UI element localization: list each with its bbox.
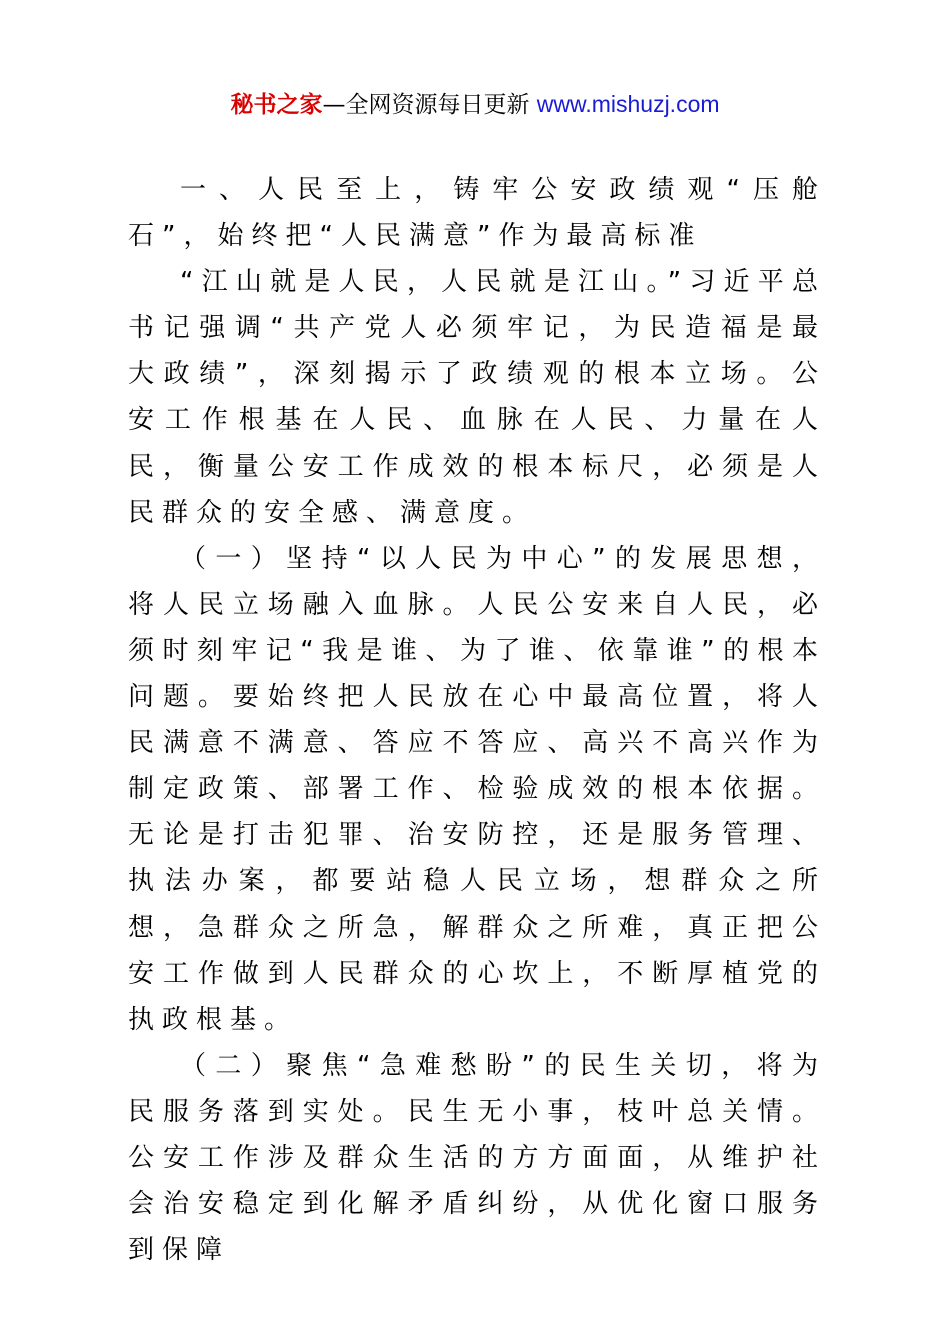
header-brand: 秘书之家 xyxy=(230,92,323,118)
body-paragraph: （二）聚焦“急难愁盼”的民生关切，将为民服务落到实处。民生无小事，枝叶总关情。公安工作涉及群众生活的方方面面，从维护社会治安稳定到化解矛盾纠纷，从优化窗口服务到保障 xyxy=(128,1050,826,1266)
header-url-link[interactable]: www.mishuzj.com xyxy=(536,91,720,117)
page-header xyxy=(0,84,950,125)
header-tagline: —全网资源每日更新 xyxy=(322,92,530,118)
body-paragraph: （一）坚持“以人民为中心”的发展思想，将人民立场融入血脉。人民公安来自人民，必须时刻牢记“我是谁、为了谁、依靠谁”的根本问题。要始终把人民放在心中最高位置，将人民满意不满意、答应不答应、高兴不高兴作为制定政策、部署工作、检验成效的根本依据。无论是打击犯罪、治安防控，还是服务管理、执法办案，都要站稳人民立场，想群众之所想，急群众之所急，解群众之所难，真正把公安工作做到人民群众的心坎上，不断厚植党的执政根基。 xyxy=(128,543,826,1035)
body-paragraph: “江山就是人民，人民就是江山。”习近平总书记强调“共产党人必须牢记，为民造福是最大政绩”，深刻揭示了政绩观的根本立场。公安工作根基在人民、血脉在人民、力量在人民，衡量公安工作成效的根本标尺，必须是人民群众的安全感、满意度。 xyxy=(128,267,826,528)
section-heading: 一、人民至上，铸牢公安政绩观“压舱石”，始终把“人民满意”作为最高标准 xyxy=(128,175,826,252)
document-body xyxy=(128,167,826,1273)
